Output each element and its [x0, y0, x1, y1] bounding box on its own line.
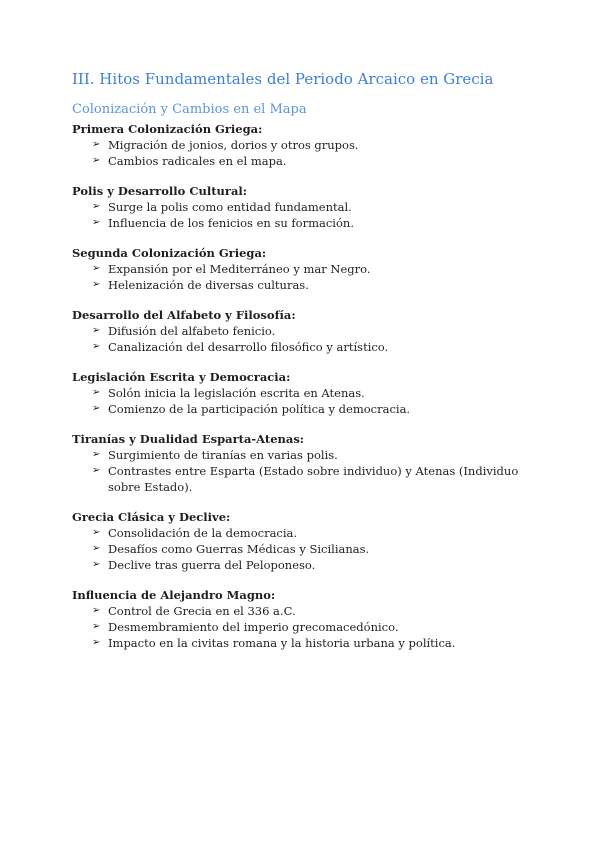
list-item-text: Control de Grecia en el 336 a.C. [108, 604, 296, 618]
arrow-bullet-icon: ➢ [92, 263, 101, 274]
section-block [72, 509, 532, 573]
bullet-list [72, 323, 532, 355]
section-subheading: Colonización y Cambios en el Mapa [72, 102, 307, 117]
list-item-text: Contrastes entre Esparta (Estado sobre individuo) y Atenas (Individuo sobre Estado). [108, 464, 519, 494]
list-item [92, 339, 532, 355]
arrow-bullet-icon: ➢ [92, 387, 101, 398]
list-item [92, 215, 532, 231]
arrow-bullet-icon: ➢ [92, 559, 101, 570]
list-item [92, 635, 532, 651]
list-item-text: Declive tras guerra del Peloponeso. [108, 558, 316, 572]
list-item [92, 447, 532, 463]
bullet-list [72, 447, 532, 495]
page-title: III. Hitos Fundamentales del Periodo Arcaico en Grecia [72, 70, 494, 88]
arrow-bullet-icon: ➢ [92, 605, 101, 616]
section-title: Primera Colonización Griega: [72, 122, 263, 136]
arrow-bullet-icon: ➢ [92, 449, 101, 460]
list-item [92, 385, 532, 401]
section-block [72, 183, 532, 231]
bullet-list [72, 603, 532, 651]
section-title: Legislación Escrita y Democracia: [72, 370, 291, 384]
arrow-bullet-icon: ➢ [92, 201, 101, 212]
section-block [72, 307, 532, 355]
list-item-text: Impacto en la civitas romana y la historia urbana y política. [108, 636, 456, 650]
sections-container [72, 121, 532, 651]
list-item-text: Canalización del desarrollo filosófico y artístico. [108, 340, 389, 354]
list-item-text: Difusión del alfabeto fenicio. [108, 324, 276, 338]
arrow-bullet-icon: ➢ [92, 155, 101, 166]
list-item-text: Cambios radicales en el mapa. [108, 154, 287, 168]
section-block [72, 369, 532, 417]
list-item [92, 137, 532, 153]
section-title: Tiranías y Dualidad Esparta-Atenas: [72, 432, 305, 446]
arrow-bullet-icon: ➢ [92, 139, 101, 150]
list-item-text: Comienzo de la participación política y democracia. [108, 402, 411, 416]
document-page [72, 70, 532, 665]
list-item-text: Migración de jonios, dorios y otros grupos. [108, 138, 359, 152]
arrow-bullet-icon: ➢ [92, 465, 101, 476]
list-item [92, 277, 532, 293]
list-item [92, 525, 532, 541]
section-block [72, 587, 532, 651]
list-item [92, 557, 532, 573]
arrow-bullet-icon: ➢ [92, 543, 101, 554]
arrow-bullet-icon: ➢ [92, 325, 101, 336]
list-item-text: Solón inicia la legislación escrita en Atenas. [108, 386, 365, 400]
list-item [92, 261, 532, 277]
section-title: Influencia de Alejandro Magno: [72, 588, 276, 602]
list-item-text: Desafíos como Guerras Médicas y Sicilianas. [108, 542, 370, 556]
list-item [92, 199, 532, 215]
section-title: Segunda Colonización Griega: [72, 246, 267, 260]
list-item-text: Expansión por el Mediterráneo y mar Negro. [108, 262, 371, 276]
section-title: Polis y Desarrollo Cultural: [72, 184, 248, 198]
arrow-bullet-icon: ➢ [92, 279, 101, 290]
bullet-list [72, 137, 532, 169]
list-item [92, 619, 532, 635]
list-item-text: Consolidación de la democracia. [108, 526, 298, 540]
list-item [92, 603, 532, 619]
list-item [92, 153, 532, 169]
bullet-list [72, 525, 532, 573]
arrow-bullet-icon: ➢ [92, 341, 101, 352]
bullet-list [72, 385, 532, 417]
list-item [92, 541, 532, 557]
section-title: Grecia Clásica y Declive: [72, 510, 231, 524]
section-block [72, 245, 532, 293]
arrow-bullet-icon: ➢ [92, 637, 101, 648]
bullet-list [72, 199, 532, 231]
list-item-text: Influencia de los fenicios en su formación. [108, 216, 354, 230]
list-item-text: Surge la polis como entidad fundamental. [108, 200, 352, 214]
bullet-list [72, 261, 532, 293]
list-item [92, 323, 532, 339]
section-block [72, 121, 532, 169]
arrow-bullet-icon: ➢ [92, 527, 101, 538]
list-item-text: Helenización de diversas culturas. [108, 278, 309, 292]
arrow-bullet-icon: ➢ [92, 403, 101, 414]
arrow-bullet-icon: ➢ [92, 621, 101, 632]
list-item [92, 401, 532, 417]
arrow-bullet-icon: ➢ [92, 217, 101, 228]
list-item-text: Surgimiento de tiranías en varias polis. [108, 448, 338, 462]
section-title: Desarrollo del Alfabeto y Filosofía: [72, 308, 296, 322]
section-block [72, 431, 532, 495]
list-item-text: Desmembramiento del imperio grecomacedónico. [108, 620, 399, 634]
list-item [92, 463, 532, 495]
